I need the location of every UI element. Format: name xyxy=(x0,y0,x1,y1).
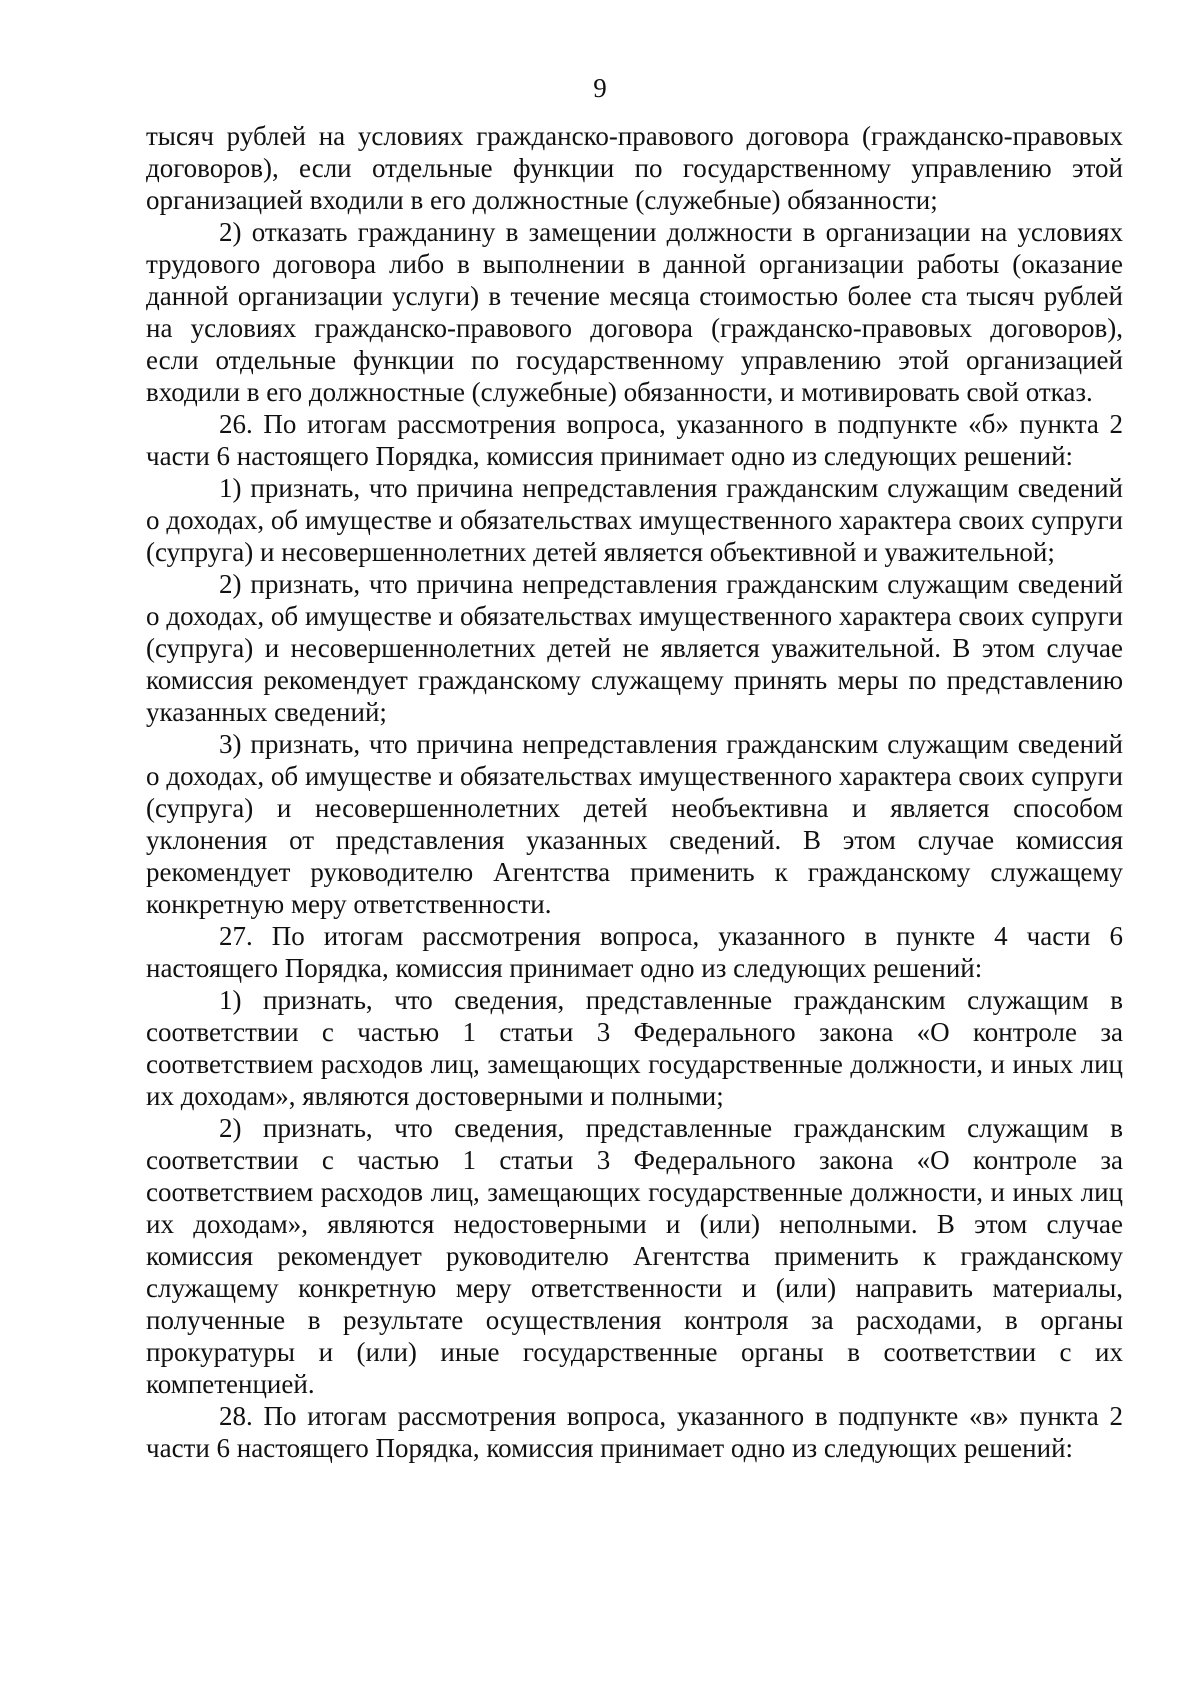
paragraph-27-item-2: 2) признать, что сведения, представленные гражданским служащим в соответствии с частью 1 статьи 3 Федерального закона «О контроле за соответствием расходов лиц, замещающих государственные должности, и иных лиц их доходам», являются недостоверными и (или) неполными. В этом случае комиссия рекомендует руководителю Агентства применить к гражданскому служащему конкретную меру ответственности и (или) направить материалы, полученные в результате осуществления контроля за расходами, в органы прокуратуры и (или) иные государственные органы в соответствии с их компетенцией. xyxy=(146,1113,1123,1399)
paragraph-27-item-1: 1) признать, что сведения, представленные гражданским служащим в соответствии с частью 1 статьи 3 Федерального закона «О контроле за соответствием расходов лиц, замещающих государственные должности, и иных лиц их доходам», являются достоверными и полными; xyxy=(146,985,1123,1111)
paragraph-26-item-2: 2) признать, что причина непредставления гражданским служащим сведений о доходах, об имуществе и обязательствах имущественного характера своих супруги (супруга) и несовершеннолетних детей не является уважительной. В этом случае комиссия рекомендует гражданскому служащему принять меры по представлению указанных сведений; xyxy=(146,569,1123,727)
document-body xyxy=(146,120,1123,1464)
page-number: 9 xyxy=(593,73,607,103)
paragraph-26-item-3: 3) признать, что причина непредставления гражданским служащим сведений о доходах, об имуществе и обязательствах имущественного характера своих супруги (супруга) и несовершеннолетних детей необъективна и является способом уклонения от представления указанных сведений. В этом случае комиссия рекомендует руководителю Агентства применить к гражданскому служащему конкретную меру ответственности. xyxy=(146,729,1123,919)
paragraph-item-2-refuse: 2) отказать гражданину в замещении должности в организации на условиях трудового договора либо в выполнении в данной организации работы (оказание данной организации услуги) в течение месяца стоимостью более ста тысяч рублей на условиях гражданско-правового договора (гражданско-правовых договоров), если отдельные функции по государственному управлению этой организацией входили в его должностные (служебные) обязанности, и мотивировать свой отказ. xyxy=(146,217,1123,407)
paragraph-section-28: 28. По итогам рассмотрения вопроса, указанного в подпункте «в» пункта 2 части 6 настоящего Порядка, комиссия принимает одно из следующих решений: xyxy=(146,1401,1123,1463)
paragraph-continuation: тысяч рублей на условиях гражданско-правового договора (гражданско-правовых договоров), если отдельные функции по государственному управлению этой организацией входили в его должностные (служебные) обязанности; xyxy=(146,121,1123,215)
paragraph-section-27: 27. По итогам рассмотрения вопроса, указанного в пункте 4 части 6 настоящего Порядка, комиссия принимает одно из следующих решений: xyxy=(146,921,1123,983)
paragraph-26-item-1: 1) признать, что причина непредставления гражданским служащим сведений о доходах, об имуществе и обязательствах имущественного характера своих супруги (супруга) и несовершеннолетних детей является объективной и уважительной; xyxy=(146,473,1123,567)
paragraph-section-26: 26. По итогам рассмотрения вопроса, указанного в подпункте «б» пункта 2 части 6 настоящего Порядка, комиссия принимает одно из следующих решений: xyxy=(146,409,1123,471)
